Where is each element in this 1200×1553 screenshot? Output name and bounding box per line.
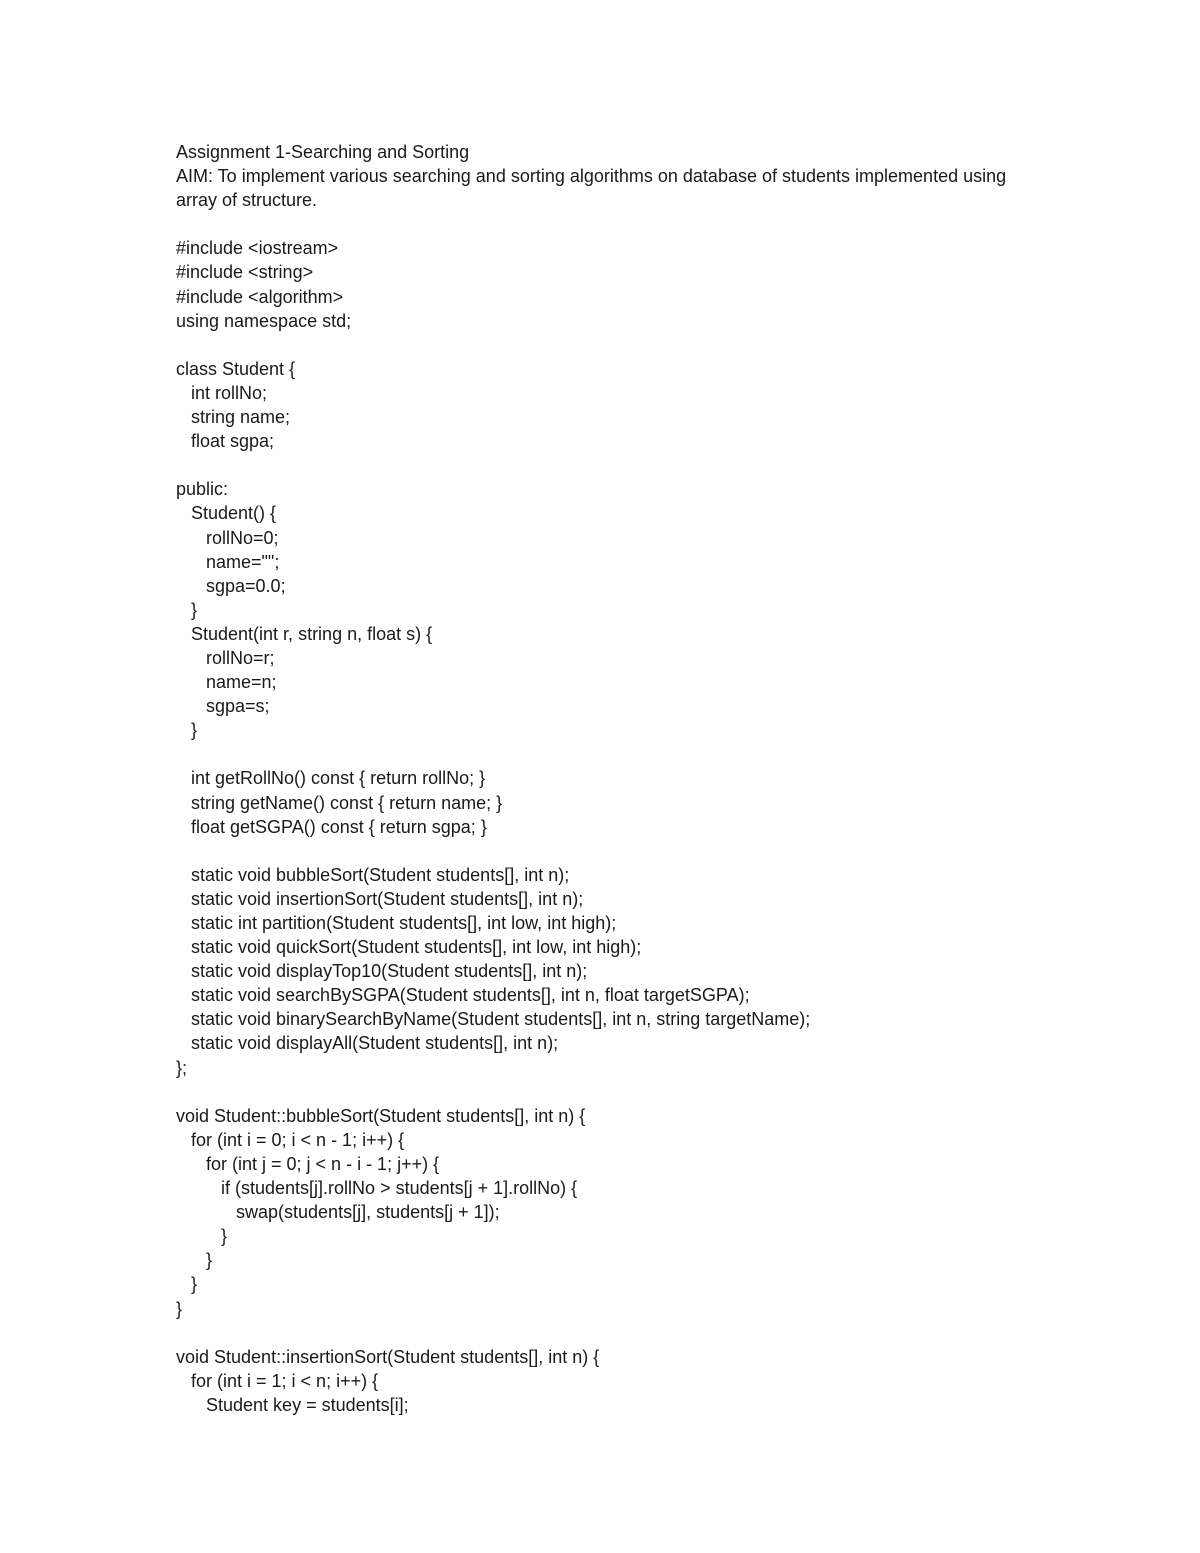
code-line: [176, 742, 1056, 766]
code-line: }: [176, 1226, 228, 1247]
code-line: float sgpa;: [176, 431, 275, 452]
code-block: [176, 212, 1056, 1417]
aim-line-1: AIM: To implement various searching and sorting algorithms on database of students implemented using: [176, 166, 1007, 187]
code-line: static int partition(Student students[], int low, int high);: [176, 913, 617, 933]
code-line: public:: [176, 479, 229, 500]
document-title: Assignment 1-Searching and Sorting: [176, 142, 470, 162]
code-line: static void searchBySGPA(Student students[], int n, float targetSGPA);: [176, 985, 750, 1006]
code-line: float getSGPA() const { return sgpa; }: [176, 816, 487, 837]
code-line: static void binarySearchByName(Student students[], int n, string targetName);: [176, 1009, 811, 1030]
code-line: void Student::insertionSort(Student students[], int n) {: [176, 1346, 600, 1367]
code-line: [176, 1321, 1056, 1345]
code-line: #include <iostream>: [176, 238, 339, 259]
code-line: if (students[j].rollNo > students[j + 1].rollNo) {: [176, 1178, 578, 1199]
code-line: Student() {: [176, 503, 277, 524]
code-line: Student(int r, string n, float s) {: [176, 623, 433, 644]
code-line: sgpa=s;: [176, 696, 270, 717]
code-line: rollNo=0;: [176, 527, 279, 548]
code-line: }: [176, 1298, 183, 1319]
code-line: }: [176, 1274, 198, 1295]
code-line: [176, 212, 1056, 236]
code-line: static void displayAll(Student students[], int n);: [176, 1033, 559, 1054]
code-line: string getName() const { return name; }: [176, 792, 503, 813]
code-line: }: [176, 720, 198, 741]
code-line: int getRollNo() const { return rollNo; }: [176, 768, 486, 789]
code-line: [176, 333, 1056, 357]
code-line: [176, 839, 1056, 863]
code-line: class Student {: [176, 358, 296, 379]
code-line: for (int i = 0; i < n - 1; i++) {: [176, 1129, 405, 1150]
code-line: Student key = students[i];: [176, 1394, 409, 1415]
code-line: string name;: [176, 407, 291, 428]
code-line: };: [176, 1057, 188, 1078]
code-line: name=n;: [176, 672, 277, 693]
aim-line-2: array of structure.: [176, 190, 318, 211]
code-line: rollNo=r;: [176, 647, 275, 668]
code-line: using namespace std;: [176, 310, 352, 331]
code-line: [176, 1080, 1056, 1104]
code-line: sgpa=0.0;: [176, 575, 286, 596]
code-line: name="";: [176, 551, 280, 572]
code-line: #include <algorithm>: [176, 286, 344, 307]
code-line: for (int i = 1; i < n; i++) {: [176, 1370, 379, 1391]
code-line: [176, 453, 1056, 477]
code-line: swap(students[j], students[j + 1]);: [176, 1202, 500, 1223]
code-line: static void insertionSort(Student students[], int n);: [176, 888, 584, 909]
code-line: static void quickSort(Student students[], int low, int high);: [176, 937, 642, 958]
code-line: int rollNo;: [176, 382, 268, 403]
code-line: void Student::bubbleSort(Student students[], int n) {: [176, 1105, 586, 1126]
code-line: static void bubbleSort(Student students[], int n);: [176, 864, 570, 885]
document-body: [176, 140, 1056, 1417]
code-line: for (int j = 0; j < n - i - 1; j++) {: [176, 1153, 440, 1174]
code-line: }: [176, 599, 198, 620]
code-line: }: [176, 1250, 213, 1271]
code-line: static void displayTop10(Student students[], int n);: [176, 961, 588, 982]
code-line: #include <string>: [176, 262, 314, 283]
